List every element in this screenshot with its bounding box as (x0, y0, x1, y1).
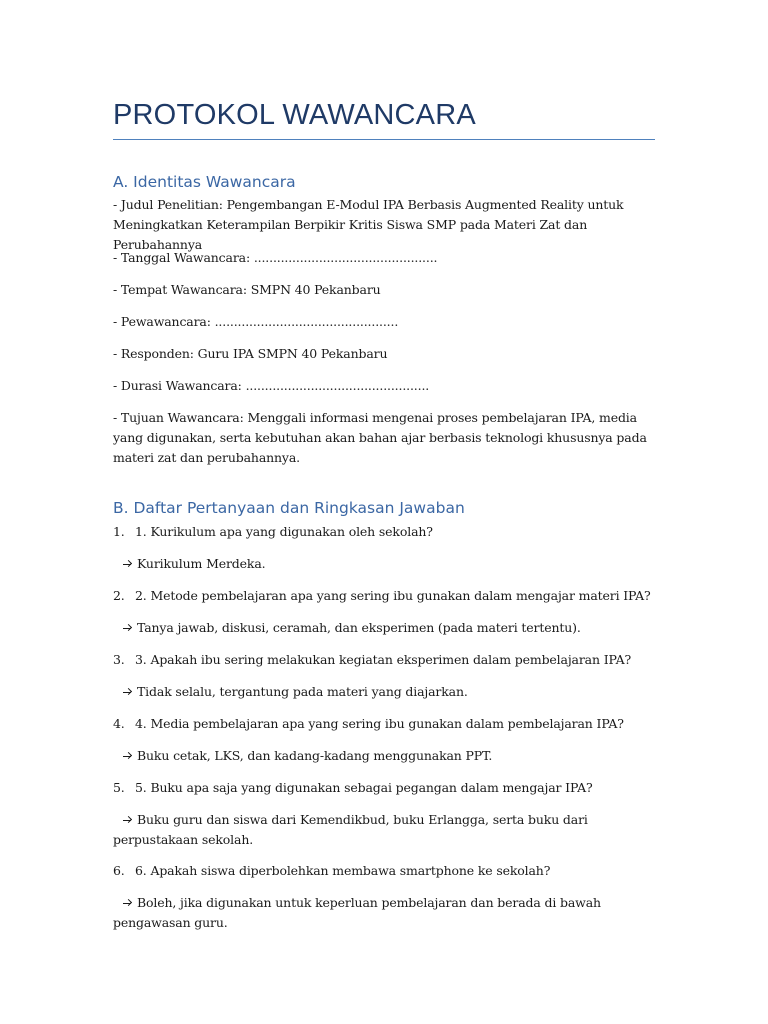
answer-item (113, 554, 658, 574)
durasi-wawancara: - Durasi Wawancara: ................................................ (113, 378, 430, 393)
question-text: 2. Metode pembelajaran apa yang sering ibu gunakan dalam mengajar materi IPA? (135, 588, 651, 603)
responden: - Responden: Guru IPA SMPN 40 Pekanbaru (113, 346, 388, 361)
answer-item (113, 810, 658, 850)
question-text: 6. Apakah siswa diperbolehkan membawa smartphone ke sekolah? (135, 863, 551, 878)
title-divider (113, 139, 655, 140)
arrow-icon (123, 618, 131, 638)
answer-item (113, 682, 658, 702)
arrow-icon (123, 554, 131, 574)
answer-text: Buku cetak, LKS, dan kadang-kadang menggunakan PPT. (137, 748, 493, 763)
answer-text: Buku guru dan siswa dari Kemendikbud, buku Erlangga, serta buku dari perpustakaan sekolah. (113, 812, 588, 847)
question-item (113, 522, 658, 542)
answer-item (113, 618, 658, 638)
tempat-wawancara: - Tempat Wawancara: SMPN 40 Pekanbaru (113, 282, 381, 297)
tujuan-wawancara: - Tujuan Wawancara: Menggali informasi mengenai proses pembelajaran IPA, media yang digunakan, serta kebutuhan akan bahan ajar berbasis teknologi khususnya pada materi zat dan perubahannya. (113, 410, 647, 465)
question-item (113, 861, 658, 881)
pewawancara: - Pewawancara: ................................................ (113, 314, 399, 329)
answer-text: Tidak selalu, tergantung pada materi yang diajarkan. (137, 684, 468, 699)
question-item (113, 650, 658, 670)
judul-penelitian: - Judul Penelitian: Pengembangan E-Modul IPA Berbasis Augmented Reality untuk Meningkatkan Keterampilan Berpikir Kritis Siswa SMP pada Materi Zat dan Perubahannya (113, 197, 624, 252)
arrow-icon (123, 682, 131, 702)
question-text: 3. Apakah ibu sering melakukan kegiatan eksperimen dalam pembelajaran IPA? (135, 652, 632, 667)
question-item (113, 714, 658, 734)
question-number: 2. (113, 588, 125, 603)
question-number: 5. (113, 780, 125, 795)
question-item (113, 778, 658, 798)
answer-item (113, 893, 658, 933)
arrow-icon (123, 746, 131, 766)
answer-text: Boleh, jika digunakan untuk keperluan pembelajaran dan berada di bawah pengawasan guru. (113, 895, 601, 930)
section-b-heading: B. Daftar Pertanyaan dan Ringkasan Jawaban (113, 499, 465, 517)
question-text: 1. Kurikulum apa yang digunakan oleh sekolah? (135, 524, 433, 539)
question-number: 1. (113, 524, 125, 539)
question-number: 6. (113, 863, 125, 878)
section-a-heading: A. Identitas Wawancara (113, 173, 296, 191)
arrow-icon (123, 893, 131, 913)
question-number: 4. (113, 716, 125, 731)
answer-text: Kurikulum Merdeka. (137, 556, 266, 571)
question-text: 4. Media pembelajaran apa yang sering ibu gunakan dalam pembelajaran IPA? (135, 716, 624, 731)
tanggal-wawancara: - Tanggal Wawancara: ................................................ (113, 250, 438, 265)
question-item (113, 586, 658, 606)
document-title: PROTOKOL WAWANCARA (113, 99, 476, 131)
question-text: 5. Buku apa saja yang digunakan sebagai pegangan dalam mengajar IPA? (135, 780, 593, 795)
question-number: 3. (113, 652, 125, 667)
arrow-icon (123, 810, 131, 830)
answer-text: Tanya jawab, diskusi, ceramah, dan eksperimen (pada materi tertentu). (137, 620, 581, 635)
answer-item (113, 746, 658, 766)
